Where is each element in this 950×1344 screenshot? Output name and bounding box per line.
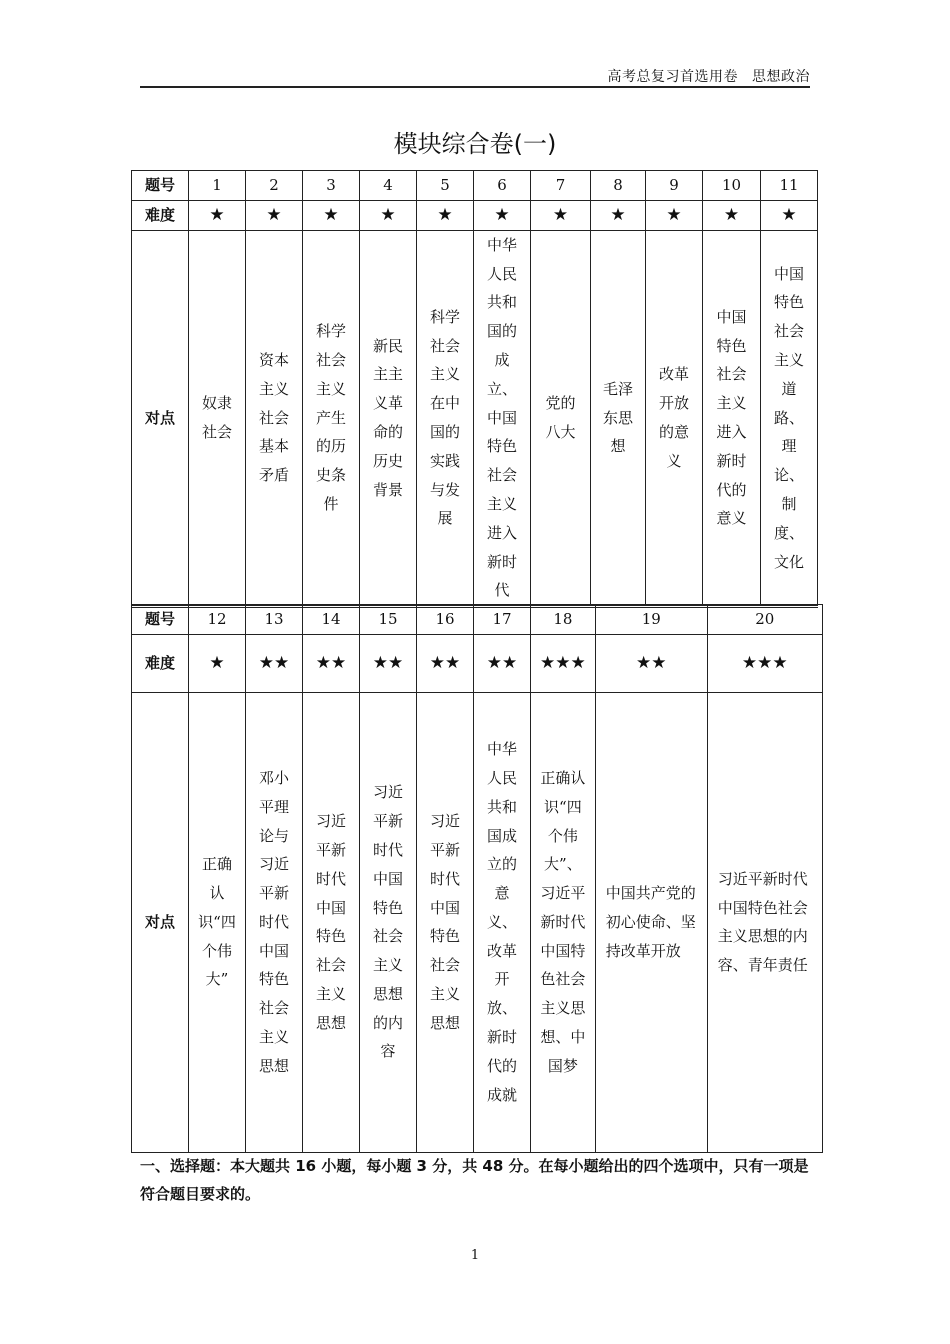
topic-cell: 正确认识“四个伟大”、习近平新时代中国特色社会主义思想、中国梦: [531, 692, 596, 1152]
topic-cell: 习近平新时代中国特色社会主义思想: [417, 692, 474, 1152]
difficulty-stars: ★: [474, 200, 531, 230]
question-number: 8: [591, 171, 646, 201]
running-header: [608, 66, 811, 86]
question-number: 2: [246, 171, 303, 201]
topic-cell: 科学社会主义产生的历史条件: [303, 230, 360, 606]
difficulty-stars: ★★: [303, 634, 360, 692]
difficulty-stars: ★: [761, 200, 818, 230]
row-label-topic: 对点: [132, 230, 189, 606]
question-number: 13: [246, 605, 303, 635]
question-number: 3: [303, 171, 360, 201]
topic-cell: 改革开放的意义: [646, 230, 703, 606]
difficulty-stars: ★: [646, 200, 703, 230]
page-number: 1: [470, 1248, 480, 1263]
difficulty-stars: ★: [189, 200, 246, 230]
question-number: 14: [303, 605, 360, 635]
difficulty-stars: ★★: [246, 634, 303, 692]
table2-difficulty-row: [132, 634, 823, 692]
question-number: 19: [595, 605, 707, 635]
question-number: 20: [707, 605, 822, 635]
difficulty-stars: ★★: [417, 634, 474, 692]
question-number: 5: [417, 171, 474, 201]
question-number: 9: [646, 171, 703, 201]
difficulty-stars: ★: [417, 200, 474, 230]
table2-topic-row: [132, 692, 823, 1152]
difficulty-stars: ★★: [360, 634, 417, 692]
difficulty-stars: ★★★: [531, 634, 596, 692]
row-label-topic: 对点: [132, 692, 189, 1152]
header-book-title: 高考总复习首选用卷: [607, 69, 738, 85]
question-number: 10: [703, 171, 761, 201]
question-number: 7: [531, 171, 591, 201]
table1-topic-row: [132, 230, 818, 606]
difficulty-stars: ★★: [595, 634, 707, 692]
topic-cell: 科学社会主义在中国的实践与发展: [417, 230, 474, 606]
topic-cell: 邓小平理论与习近平新时代中国特色社会主义思想: [246, 692, 303, 1152]
table1-number-row: [132, 171, 818, 201]
table1-difficulty-row: [132, 200, 818, 230]
question-number: 4: [360, 171, 417, 201]
question-number: 17: [474, 605, 531, 635]
topic-cell: 习近平新时代中国特色社会主义思想的内容、青年责任: [707, 692, 822, 1152]
question-number: 11: [761, 171, 818, 201]
difficulty-stars: ★: [703, 200, 761, 230]
question-number: 1: [189, 171, 246, 201]
difficulty-stars: ★: [246, 200, 303, 230]
difficulty-stars: ★: [360, 200, 417, 230]
topic-cell: 习近平新时代中国特色社会主义思想: [303, 692, 360, 1152]
topic-cell: 奴隶社会: [189, 230, 246, 606]
question-number: 12: [189, 605, 246, 635]
row-label-number: 题号: [132, 171, 189, 201]
difficulty-stars: ★★: [474, 634, 531, 692]
question-number: 16: [417, 605, 474, 635]
topic-cell: 习近平新时代中国特色社会主义思想的内容: [360, 692, 417, 1152]
difficulty-stars: ★: [303, 200, 360, 230]
difficulty-table-2: [131, 604, 823, 1153]
question-number: 15: [360, 605, 417, 635]
header-rule: [140, 86, 810, 88]
topic-cell: 资本主义社会基本矛盾: [246, 230, 303, 606]
page-title: 模块综合卷(一): [393, 130, 557, 158]
header-subject: 思想政治: [752, 69, 810, 85]
topic-cell: 新民主主义革命的历史背景: [360, 230, 417, 606]
difficulty-stars: ★: [189, 634, 246, 692]
topic-cell: 中国特色社会主义道路、理论、制度、文化: [761, 230, 818, 606]
topic-cell: 中国共产党的初心使命、坚持改革开放: [595, 692, 707, 1152]
section-instructions: 一、选择题：本大题共 16 小题，每小题 3 分，共 48 分。在每小题给出的四个选项中，只有一项是符合题目要求的。: [140, 1157, 809, 1203]
topic-cell: 党的八大: [531, 230, 591, 606]
row-label-difficulty: 难度: [132, 634, 189, 692]
topic-cell: 中华人民共和国的成立、中国特色社会主义进入新时代: [474, 230, 531, 606]
difficulty-table-1: [131, 170, 818, 608]
row-label-difficulty: 难度: [132, 200, 189, 230]
topic-cell: 毛泽东思想: [591, 230, 646, 606]
difficulty-stars: ★★★: [707, 634, 822, 692]
row-label-number: 题号: [132, 605, 189, 635]
question-number: 18: [531, 605, 596, 635]
question-number: 6: [474, 171, 531, 201]
topic-cell: 中国特色社会主义进入新时代的意义: [703, 230, 761, 606]
difficulty-stars: ★: [591, 200, 646, 230]
topic-cell: 正确认识“四个伟大”: [189, 692, 246, 1152]
difficulty-stars: ★: [531, 200, 591, 230]
table2-number-row: [132, 605, 823, 635]
topic-cell: 中华人民共和国成立的意义、改革开放、新时代的成就: [474, 692, 531, 1152]
